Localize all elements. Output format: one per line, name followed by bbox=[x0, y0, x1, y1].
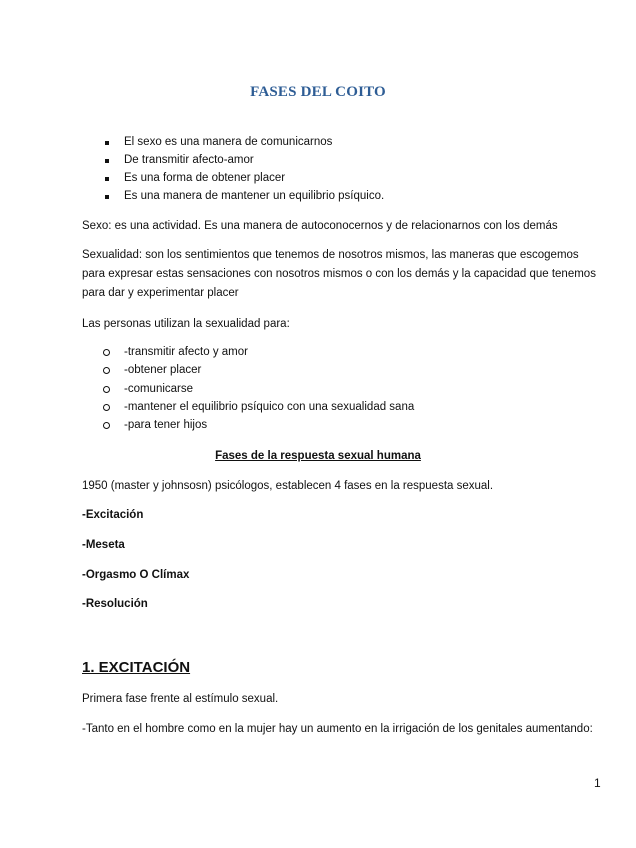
intro-bullet-item: Es una manera de mantener un equilibrio psíquico. bbox=[124, 190, 385, 202]
section-intro: Primera fase frente al estímulo sexual. bbox=[82, 693, 279, 705]
uses-intro: Las personas utilizan la sexualidad para: bbox=[82, 318, 290, 330]
section-paragraph: -Tanto en el hombre como en la mujer hay un aumento en la irrigación de los genitales aumentando: bbox=[82, 723, 593, 735]
square-bullet-icon bbox=[105, 177, 109, 181]
uses-item: -obtener placer bbox=[124, 364, 202, 376]
section-heading: 1. EXCITACIÓN bbox=[82, 659, 191, 676]
sexualidad-definition: Sexualidad: son los sentimientos que tenemos de nosotros mismos, las maneras que escogemos para expresar estas sensaciones con nosotros mismos o con los demás y la capacidad que tenemos para dar y experimentar placer bbox=[82, 249, 596, 299]
intro-bullet-item: El sexo es una manera de comunicarnos bbox=[124, 136, 333, 148]
circle-bullet-icon bbox=[103, 404, 110, 411]
history-line: 1950 (master y johnsosn) psicólogos, establecen 4 fases en la respuesta sexual. bbox=[82, 480, 494, 492]
circle-bullet-icon bbox=[103, 367, 110, 374]
square-bullet-icon bbox=[105, 159, 109, 163]
uses-item: -para tener hijos bbox=[124, 419, 208, 431]
intro-bullet-item: De transmitir afecto-amor bbox=[124, 154, 254, 166]
phase-item: -Orgasmo O Clímax bbox=[82, 569, 190, 581]
square-bullet-icon bbox=[105, 141, 109, 145]
uses-item: -transmitir afecto y amor bbox=[124, 346, 248, 358]
phase-item: -Resolución bbox=[82, 598, 148, 610]
circle-bullet-icon bbox=[103, 422, 110, 429]
section-subheading: Fases de la respuesta sexual humana bbox=[215, 450, 421, 462]
square-bullet-icon bbox=[105, 195, 109, 199]
uses-item: -comunicarse bbox=[124, 383, 194, 395]
document-title: FASES DEL COITO bbox=[250, 84, 386, 100]
page-number: 1 bbox=[594, 776, 601, 790]
circle-bullet-icon bbox=[103, 349, 110, 356]
phase-item: -Excitación bbox=[82, 509, 144, 521]
sexo-definition: Sexo: es una actividad. Es una manera de autoconocernos y de relacionarnos con los demás bbox=[82, 220, 558, 232]
phase-item: -Meseta bbox=[82, 539, 125, 551]
intro-bullet-item: Es una forma de obtener placer bbox=[124, 172, 286, 184]
circle-bullet-icon bbox=[103, 386, 110, 393]
uses-item: -mantener el equilibrio psíquico con una sexualidad sana bbox=[124, 401, 415, 413]
